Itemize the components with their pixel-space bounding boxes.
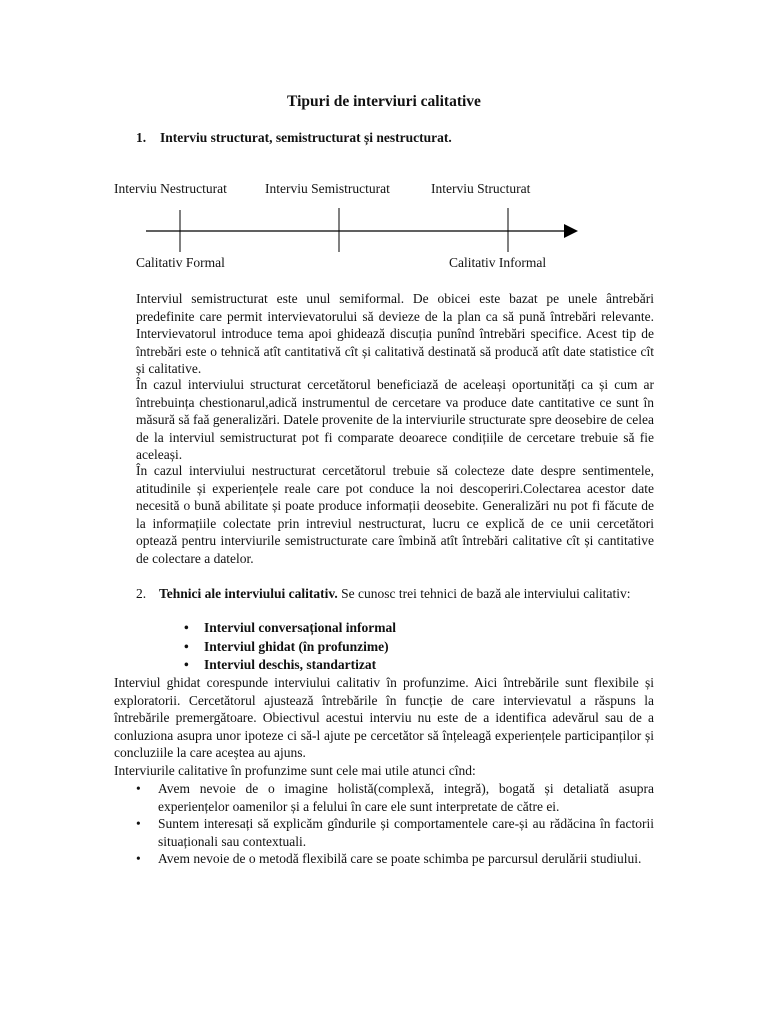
list-item: • Avem nevoie de o metodă flexibilă care se poate schimba pe parcursul derulării studiului. — [136, 850, 654, 868]
list-item: • Suntem interesați să explicăm gîndurile și comportamentele care-și au rădăcina în factorii situaționali sau contextuali. — [136, 815, 654, 850]
label-calitativ-formal: Calitativ Formal — [136, 255, 225, 270]
uses-list — [136, 780, 654, 868]
continuum-diagram — [140, 200, 585, 260]
section-2-text — [159, 585, 654, 603]
paragraph-intro-uses: Interviurile calitative în profunzime sunt cele mai utile atunci cînd: — [114, 763, 476, 778]
paragraph-structurat: În cazul interviului structurat cercetătorul beneficiază de aceleași oportunități ca și cum ar întrebuința chestionarul,adică instrumentul de cercetare va produce date cantitative ce sunt în măsură să faă generalizări. Datele provenite de la interviurile structurate spre deosebire de celea de la interviul semistructurat pot fi comparate deoarece condițiile de cercetare trebuie să fie aceleași. — [136, 377, 654, 462]
list-item: • Interviul conversațional informal — [182, 619, 396, 638]
list-item: • Avem nevoie de o imagine holistă(complexă, integră), bogată și detaliată asupra experiențelor oamenilor și a felului în care ele sunt interpretate de către ei. — [136, 780, 654, 815]
continuum-arrowhead — [564, 224, 578, 238]
section-2 — [136, 585, 654, 603]
section-2-number: 2. — [136, 586, 147, 601]
techniques-list — [182, 619, 396, 675]
label-nestructurat: Interviu Nestructurat — [114, 181, 227, 196]
list-item: • Interviul ghidat (în profunzime) — [182, 638, 396, 657]
section-1-title: Interviu structurat, semistructurat și nestructurat. — [160, 130, 452, 145]
section-1-number: 1. — [136, 130, 147, 145]
label-calitativ-informal: Calitativ Informal — [449, 255, 547, 270]
paragraph-nestructurat: În cazul interviului nestructurat cercetătorul trebuie să colecteze date despre sentimentele, atitudinile și experiențele reale care pot conduce la noi descoperiri.Colectarea acestor date necesită o bună abilitate și poate produce informații deosebite. Generalizări nu pot fi făcute de la informațiile colectate prin intreviul nestructurat, lucru ce explică de ce unii cercetători optează pentru interviurile semistructurate care îmbină atît întrebări calitative cît și cantitative de colectare a datelor. — [136, 463, 654, 566]
section-2-heading: Tehnici ale interviului calitativ. — [159, 586, 338, 601]
list-item: • Interviul deschis, standartizat — [182, 656, 396, 675]
label-structurat: Interviu Structurat — [431, 181, 531, 196]
section-2-intro: Se cunosc trei tehnici de bază ale interviului calitativ: — [337, 586, 631, 601]
paragraph-ghidat: Interviul ghidat corespunde interviului calitativ în profunzime. Aici întrebările sunt flexibile și exploratorii. Cercetătorul ajustează întrebările în funcție de care intervievatul a răspuns la întrebările premergătoare. Obiectivul acestui interviu nu este de a identifica adevărul sau de a conluziona asupra unor ipoteze ci să-l ajute pe cercetător să înțeleagă experiențele participanților și concluziile la care aceștea au ajuns. — [114, 675, 654, 760]
section-1-heading — [136, 130, 452, 146]
paragraph-semistructurat: Interviul semistructurat este unul semiformal. De obicei este bazat pe unele ântrebări predefinite care permit intervievatorului să devieze de la plan ca să pună întrebări relevante. Intervievatorul introduce tema apoi ghidează discuția punînd întrebări specifice. Acest tip de întrebări este o tehnică atît cantitativă cît și calitativă destinată să producă atît date statistice cît și calitative. — [136, 291, 654, 376]
page-title: Tipuri de interviuri calitative — [287, 93, 481, 110]
label-semistructurat: Interviu Semistructurat — [265, 181, 390, 196]
